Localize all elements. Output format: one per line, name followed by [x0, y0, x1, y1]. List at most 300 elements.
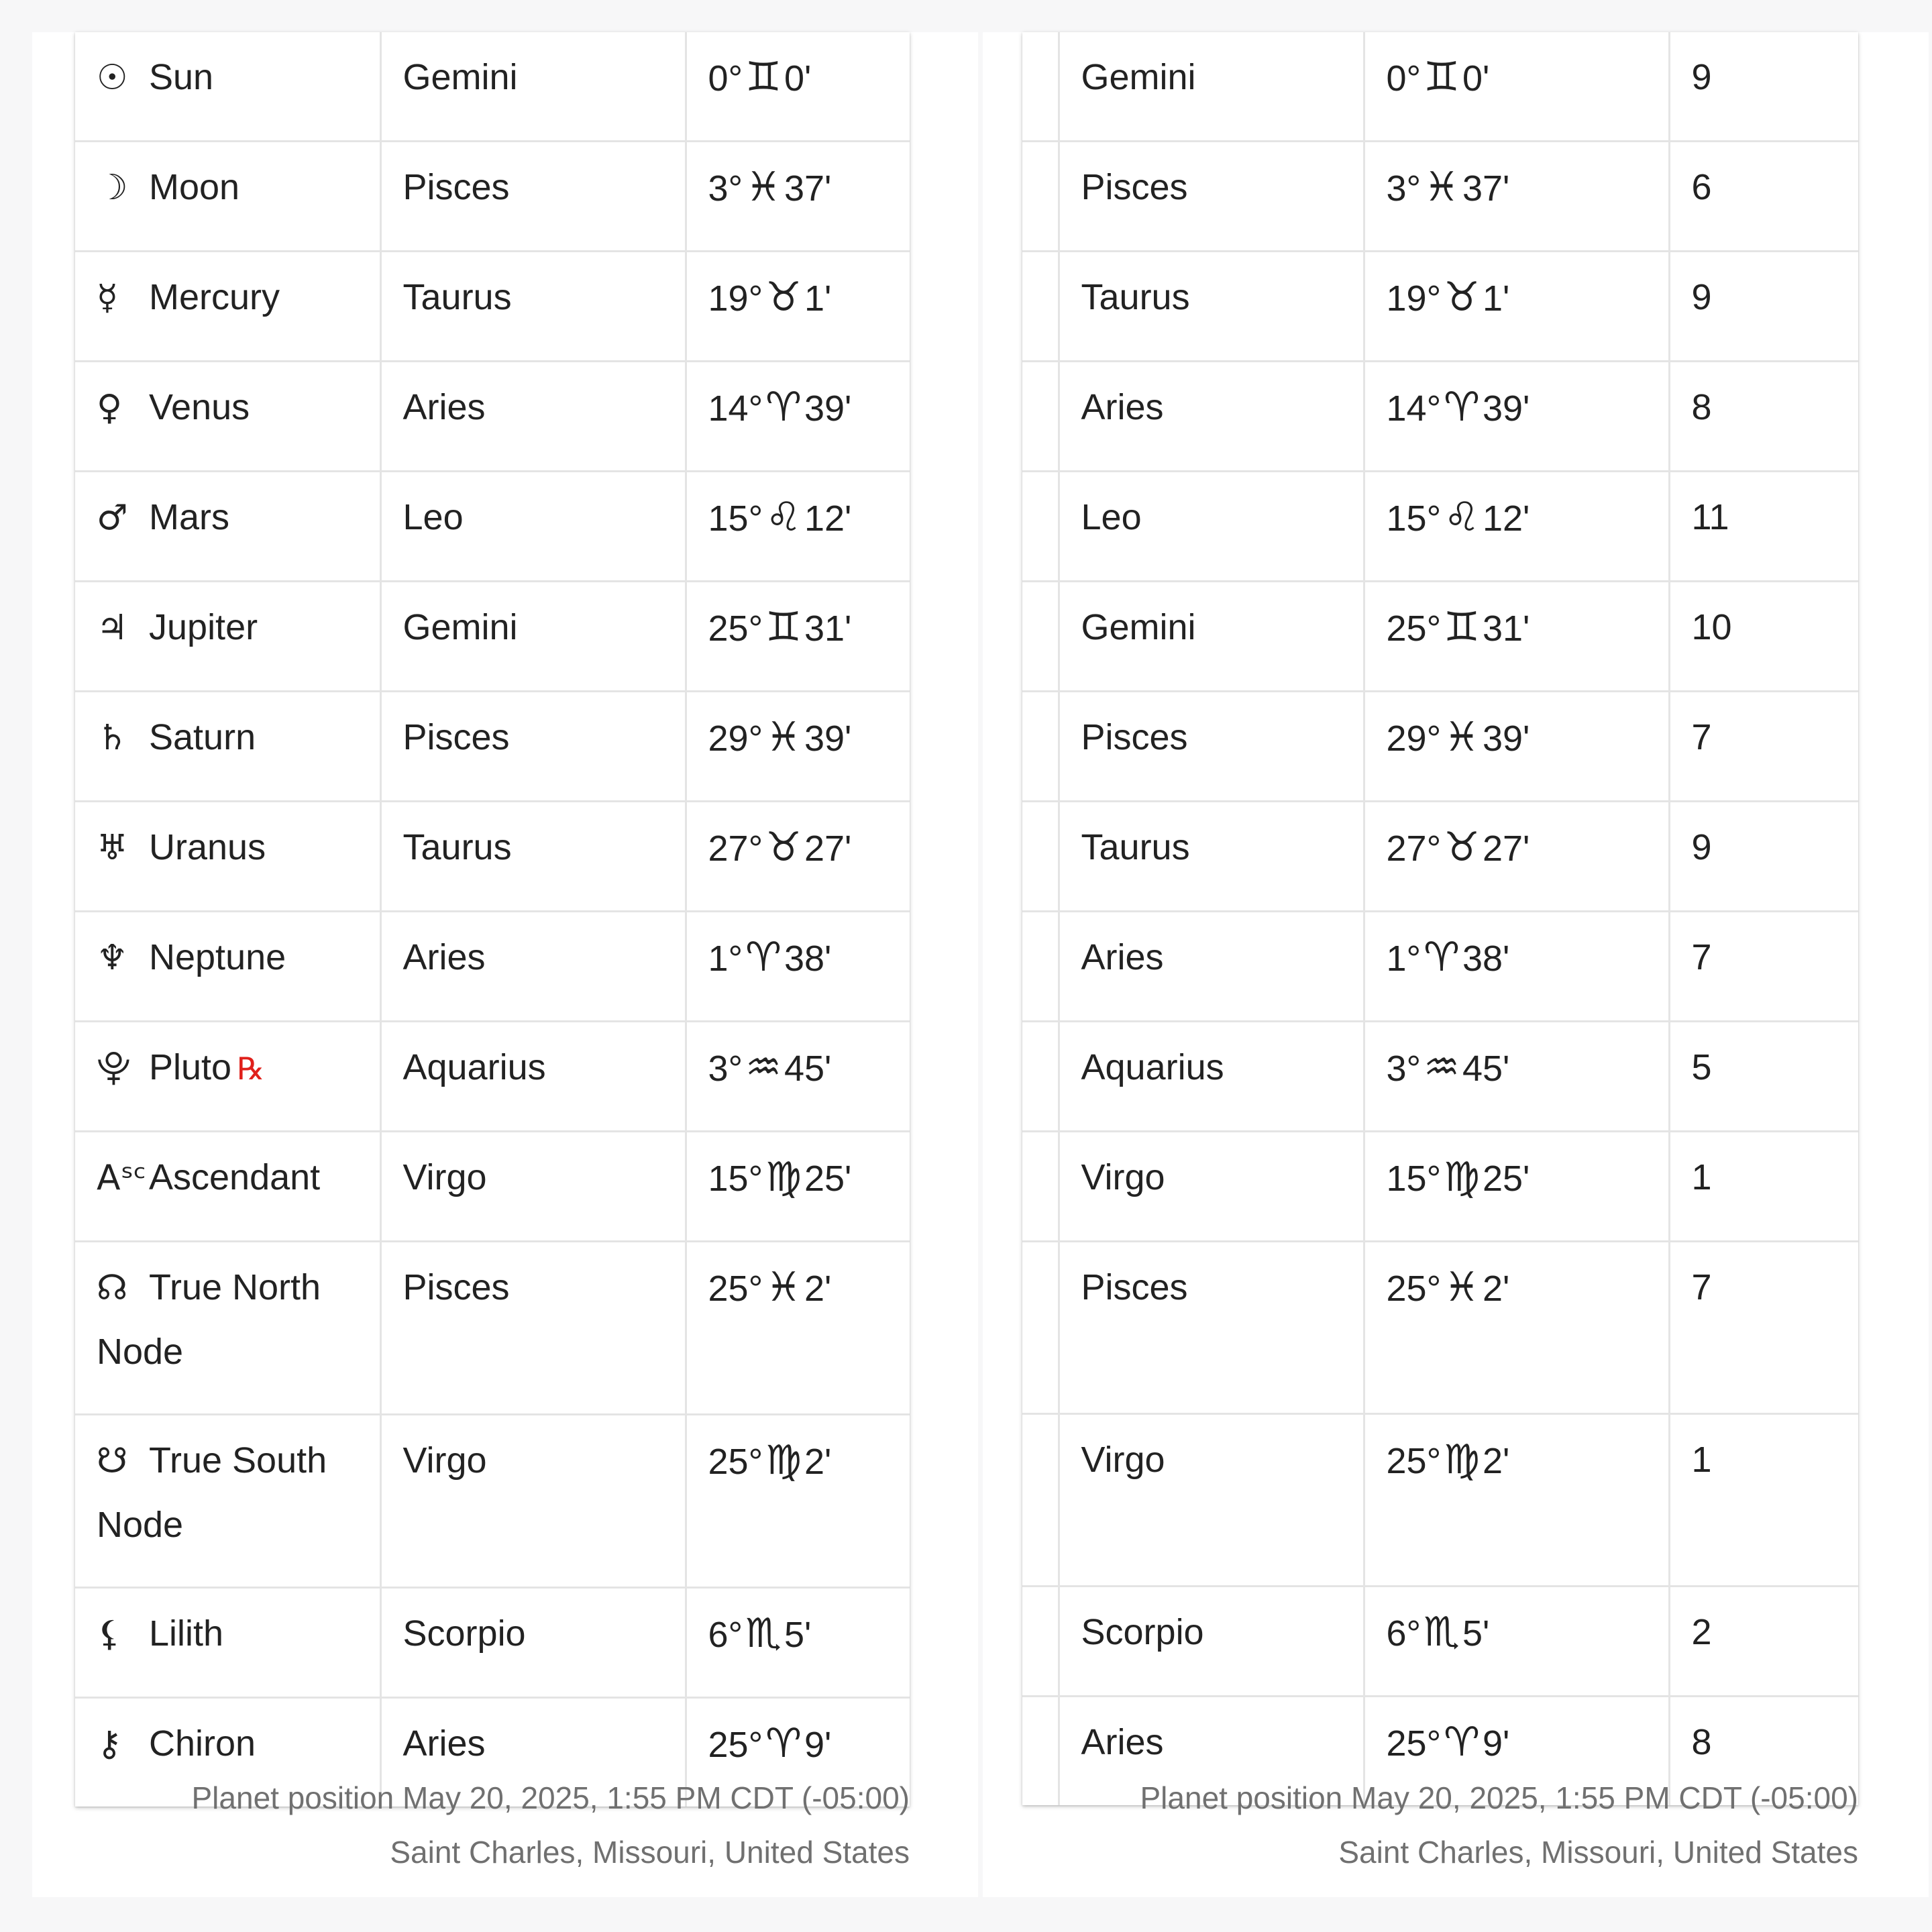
degree-value [708, 1437, 832, 1484]
degree-minutes: 45' [784, 1049, 832, 1089]
house-number: 8 [1691, 1722, 1712, 1762]
degree-number: 15° [1386, 498, 1442, 539]
row-gutter [1022, 1132, 1059, 1242]
row-gutter [1022, 1697, 1059, 1806]
degree-value [708, 54, 812, 101]
house-number: 2 [1691, 1612, 1712, 1652]
sign-name: Pisces [1081, 167, 1188, 207]
degree-number: 29° [1386, 718, 1442, 759]
planet-cell [75, 32, 380, 142]
degree-cell [1364, 142, 1669, 252]
house-cell [1669, 1242, 1858, 1414]
zodiac-sign-icon: ♓ [765, 1264, 802, 1311]
lilith-icon: ⚸ [97, 1614, 123, 1654]
row-gutter [1022, 32, 1059, 142]
table-row [75, 582, 910, 692]
venus-icon: ♀ [97, 388, 123, 428]
degree-cell [686, 252, 910, 362]
degree-minutes: 27' [1482, 828, 1530, 869]
degree-cell [1364, 1022, 1669, 1132]
sign-name: Leo [1081, 497, 1142, 537]
sign-cell [380, 142, 686, 252]
sign-cell [380, 582, 686, 692]
degree-number: 0° [708, 58, 743, 99]
sign-name: Aries [1081, 1722, 1164, 1762]
degree-number: 14° [708, 388, 763, 429]
degree-cell [686, 472, 910, 582]
row-gutter [1022, 692, 1059, 802]
degree-value [708, 1044, 832, 1091]
planet-positions-table [75, 32, 910, 1807]
sign-cell [380, 1415, 686, 1588]
degree-minutes: 31' [804, 608, 852, 649]
zodiac-sign-icon: ♈ [765, 1720, 802, 1767]
degree-number: 25° [1386, 608, 1442, 649]
table-row [75, 362, 910, 472]
degree-cell [1364, 1587, 1669, 1697]
degree-minutes: 1' [804, 278, 832, 319]
planet-cell [75, 912, 380, 1022]
degree-number: 25° [1386, 1269, 1442, 1309]
degree-minutes: 9' [804, 1725, 832, 1765]
degree-value [708, 714, 852, 761]
degree-cell [1364, 472, 1669, 582]
degree-number: 1° [708, 938, 743, 979]
house-number: 1 [1691, 1157, 1712, 1197]
table-row [75, 1415, 910, 1588]
degree-cell [686, 142, 910, 252]
sign-cell [380, 1022, 686, 1132]
house-cell [1669, 142, 1858, 252]
sign-cell [1059, 1242, 1364, 1414]
sign-cell [1059, 912, 1364, 1022]
planet-name: Uranus [149, 827, 266, 867]
degree-value [1386, 934, 1510, 981]
degree-cell [686, 1022, 910, 1132]
degree-cell [686, 582, 910, 692]
table-row [1022, 692, 1858, 802]
table-caption [192, 1771, 910, 1880]
degree-number: 19° [708, 278, 763, 319]
degree-minutes: 25' [1482, 1159, 1530, 1199]
house-number: 11 [1691, 497, 1729, 537]
house-cell [1669, 252, 1858, 362]
house-cell [1669, 1022, 1858, 1132]
sign-name: Virgo [1081, 1157, 1165, 1197]
degree-cell [1364, 912, 1669, 1022]
degree-number: 25° [1386, 1723, 1442, 1764]
house-cell [1669, 472, 1858, 582]
sign-cell [1059, 362, 1364, 472]
sign-cell [380, 1132, 686, 1242]
caption-date: Planet position May 20, 2025, 1:55 PM CDT (-05:00) [1140, 1780, 1858, 1815]
sign-name: Gemini [402, 607, 518, 647]
sign-name: Aries [402, 387, 486, 427]
degree-number: 15° [708, 498, 763, 539]
table-row [1022, 252, 1858, 362]
degree-minutes: 38' [784, 938, 832, 979]
degree-number: 6° [1386, 1613, 1421, 1654]
degree-value [708, 164, 832, 211]
zodiac-sign-icon: ♓ [745, 164, 782, 211]
planet-cell [75, 472, 380, 582]
degree-cell [686, 802, 910, 912]
sign-name: Virgo [1081, 1440, 1165, 1480]
zodiac-sign-icon: ♈ [1444, 384, 1480, 431]
planet-cell [75, 802, 380, 912]
sign-name: Aries [1081, 937, 1164, 977]
sign-cell [1059, 802, 1364, 912]
degree-minutes: 37' [1462, 168, 1510, 209]
zodiac-sign-icon: ♍ [765, 1154, 802, 1201]
sign-cell [1059, 1022, 1364, 1132]
planet-name: Neptune [149, 937, 286, 977]
zodiac-sign-icon: ♈ [765, 384, 802, 431]
degree-cell [1364, 1242, 1669, 1414]
house-number: 7 [1691, 717, 1712, 757]
degree-number: 25° [708, 608, 763, 649]
degree-cell [1364, 692, 1669, 802]
planet-name: Sun [149, 57, 214, 97]
planet-name: Mercury [149, 277, 280, 317]
sign-cell [1059, 692, 1364, 802]
degree-number: 25° [1386, 1441, 1442, 1481]
degree-minutes: 1' [1482, 278, 1510, 319]
degree-minutes: 39' [804, 388, 852, 429]
zodiac-sign-icon: ♏ [745, 1610, 782, 1657]
degree-minutes: 39' [1482, 388, 1530, 429]
row-gutter [1022, 1414, 1059, 1587]
degree-cell [686, 692, 910, 802]
neptune-icon: ♆ [97, 938, 128, 978]
sign-cell [1059, 142, 1364, 252]
degree-value [708, 824, 852, 871]
zodiac-sign-icon: ♓ [1444, 1264, 1480, 1311]
caption-date: Planet position May 20, 2025, 1:55 PM CDT (-05:00) [191, 1780, 910, 1815]
sign-name: Pisces [402, 717, 510, 757]
table-row [1022, 582, 1858, 692]
sign-name: Taurus [402, 827, 512, 867]
planet-cell [75, 252, 380, 362]
sign-name: Aries [402, 1723, 486, 1764]
degree-number: 3° [1386, 1049, 1421, 1089]
jupiter-icon: ♃ [97, 608, 128, 648]
zodiac-sign-icon: ♊ [745, 54, 782, 101]
zodiac-sign-icon: ♒ [745, 1044, 782, 1091]
planet-name: True North Node [97, 1267, 321, 1372]
degree-minutes: 39' [804, 718, 852, 759]
pluto-icon: ⯓ [97, 1048, 131, 1088]
sign-cell [380, 252, 686, 362]
degree-value [1386, 54, 1490, 101]
sign-name: Taurus [1081, 827, 1190, 867]
degree-number: 1° [1386, 938, 1421, 979]
table-row [1022, 1414, 1858, 1587]
degree-cell [686, 1415, 910, 1588]
zodiac-sign-icon: ♍ [765, 1437, 802, 1484]
planet-name: Moon [149, 167, 240, 207]
house-number: 7 [1691, 1267, 1712, 1307]
caption-location: Saint Charles, Missouri, United States [1338, 1835, 1858, 1870]
house-positions-table [1022, 32, 1858, 1805]
degree-minutes: 0' [784, 58, 812, 99]
planet-cell [75, 582, 380, 692]
degree-minutes: 5' [1462, 1613, 1490, 1654]
degree-number: 29° [708, 718, 763, 759]
table-row [75, 472, 910, 582]
sign-cell [1059, 1587, 1364, 1697]
planet-cell [75, 1588, 380, 1698]
sign-cell [380, 1242, 686, 1415]
sign-cell [1059, 252, 1364, 362]
house-number: 8 [1691, 387, 1712, 427]
table-row [1022, 472, 1858, 582]
sign-cell [1059, 32, 1364, 142]
degree-value [1386, 1719, 1510, 1766]
degree-value [1386, 274, 1510, 321]
degree-cell [686, 1242, 910, 1415]
degree-number: 19° [1386, 278, 1442, 319]
table-row [75, 252, 910, 362]
degree-minutes: 45' [1462, 1049, 1510, 1089]
planet-name: Venus [149, 387, 250, 427]
row-gutter [1022, 802, 1059, 912]
degree-number: 3° [1386, 168, 1421, 209]
degree-value [1386, 494, 1530, 541]
sign-cell [380, 802, 686, 912]
table-row [75, 802, 910, 912]
south-node-icon: ☋ [97, 1441, 128, 1481]
zodiac-sign-icon: ♊ [765, 604, 802, 651]
sign-name: Aries [1081, 387, 1164, 427]
planet-name: Pluto [149, 1047, 232, 1087]
table-row [75, 142, 910, 252]
sign-name: Gemini [1081, 607, 1196, 647]
degree-value [708, 1264, 832, 1311]
degree-minutes: 31' [1482, 608, 1530, 649]
zodiac-sign-icon: ♒ [1424, 1044, 1460, 1091]
mars-icon: ♂ [97, 498, 128, 538]
degree-value [708, 1720, 832, 1767]
degree-number: 27° [708, 828, 763, 869]
zodiac-sign-icon: ♓ [1424, 164, 1460, 211]
degree-value [708, 1610, 812, 1657]
sign-name: Taurus [402, 277, 512, 317]
row-gutter [1022, 912, 1059, 1022]
degree-cell [686, 912, 910, 1022]
table-row [1022, 362, 1858, 472]
sign-cell [380, 32, 686, 142]
table-row [1022, 802, 1858, 912]
sign-cell [380, 692, 686, 802]
sign-cell [1059, 582, 1364, 692]
zodiac-sign-icon: ♏ [1424, 1609, 1460, 1656]
degree-minutes: 37' [784, 168, 832, 209]
house-cell [1669, 32, 1858, 142]
table-row [75, 692, 910, 802]
zodiac-sign-icon: ♈ [745, 934, 782, 981]
table-row [75, 1022, 910, 1132]
house-cell [1669, 582, 1858, 692]
sign-name: Virgo [402, 1440, 487, 1481]
planet-cell [75, 142, 380, 252]
planet-name: Lilith [149, 1613, 224, 1654]
zodiac-sign-icon: ♉ [765, 824, 802, 871]
zodiac-sign-icon: ♊ [1444, 604, 1480, 651]
house-number: 9 [1691, 57, 1712, 97]
row-gutter [1022, 1022, 1059, 1132]
sign-name: Taurus [1081, 277, 1190, 317]
table-row [1022, 912, 1858, 1022]
degree-cell [1364, 802, 1669, 912]
zodiac-sign-icon: ♈ [1424, 934, 1460, 981]
sign-cell [1059, 1132, 1364, 1242]
house-number: 10 [1691, 607, 1732, 647]
degree-number: 0° [1386, 58, 1421, 99]
degree-minutes: 5' [784, 1615, 812, 1655]
zodiac-sign-icon: ♉ [1444, 824, 1480, 871]
planet-cell [75, 1022, 380, 1132]
degree-minutes: 9' [1482, 1723, 1510, 1764]
north-node-icon: ☊ [97, 1268, 128, 1308]
degree-value [1386, 1264, 1510, 1311]
planet-name: Jupiter [149, 607, 258, 647]
house-cell [1669, 802, 1858, 912]
sun-icon: ☉ [97, 58, 128, 98]
degree-minutes: 27' [804, 828, 852, 869]
degree-minutes: 0' [1462, 58, 1490, 99]
planet-table-card-left [32, 32, 978, 1897]
sign-name: Gemini [402, 57, 518, 97]
degree-cell [1364, 1132, 1669, 1242]
planet-name: Ascendant [149, 1157, 321, 1197]
house-number: 5 [1691, 1047, 1712, 1087]
uranus-icon: ♅ [97, 828, 128, 868]
ascendant-icon: Aˢᶜ [97, 1158, 147, 1198]
degree-cell [686, 1132, 910, 1242]
zodiac-sign-icon: ♉ [1444, 274, 1480, 321]
degree-cell [1364, 1414, 1669, 1587]
degree-number: 27° [1386, 828, 1442, 869]
degree-value [708, 384, 852, 431]
planet-name: Mars [149, 497, 229, 537]
planet-cell [75, 362, 380, 472]
table-row [75, 1588, 910, 1698]
degree-value [708, 604, 852, 651]
degree-value [1386, 604, 1530, 651]
degree-value [1386, 1154, 1530, 1201]
degree-cell [686, 1588, 910, 1698]
table-caption [1140, 1771, 1859, 1880]
degree-value [1386, 714, 1530, 761]
degree-minutes: 25' [804, 1159, 852, 1199]
sign-name: Virgo [402, 1157, 487, 1197]
degree-number: 25° [708, 1725, 763, 1765]
degree-minutes: 2' [804, 1269, 832, 1309]
planet-name: Chiron [149, 1723, 256, 1764]
row-gutter [1022, 362, 1059, 472]
degree-number: 3° [708, 168, 743, 209]
degree-value [1386, 164, 1510, 211]
table-row [1022, 1132, 1858, 1242]
degree-number: 25° [708, 1269, 763, 1309]
degree-value [708, 1154, 852, 1201]
zodiac-sign-icon: ♊ [1424, 54, 1460, 101]
house-cell [1669, 1587, 1858, 1697]
degree-minutes: 39' [1482, 718, 1530, 759]
sign-name: Pisces [1081, 1267, 1188, 1307]
degree-number: 14° [1386, 388, 1442, 429]
table-row [1022, 32, 1858, 142]
sign-cell [380, 472, 686, 582]
sign-name: Gemini [1081, 57, 1196, 97]
degree-minutes: 12' [804, 498, 852, 539]
sign-cell [380, 1588, 686, 1698]
degree-number: 25° [708, 1442, 763, 1482]
mercury-icon: ☿ [97, 278, 118, 318]
chiron-icon: ⚷ [97, 1724, 123, 1764]
house-cell [1669, 1414, 1858, 1587]
table-row [75, 912, 910, 1022]
degree-minutes: 38' [1462, 938, 1510, 979]
house-cell [1669, 692, 1858, 802]
planet-cell [75, 1415, 380, 1588]
degree-cell [1364, 362, 1669, 472]
sign-name: Leo [402, 497, 464, 537]
sign-name: Aries [402, 937, 486, 977]
sign-cell [380, 362, 686, 472]
sign-name: Aquarius [402, 1047, 546, 1087]
degree-cell [1364, 32, 1669, 142]
house-cell [1669, 912, 1858, 1022]
planet-cell [75, 692, 380, 802]
degree-minutes: 2' [1482, 1441, 1510, 1481]
sign-cell [1059, 1414, 1364, 1587]
house-number: 9 [1691, 277, 1712, 317]
zodiac-sign-icon: ♉ [765, 274, 802, 321]
row-gutter [1022, 252, 1059, 362]
zodiac-sign-icon: ♓ [765, 714, 802, 761]
degree-number: 3° [708, 1049, 743, 1089]
zodiac-sign-icon: ♍ [1444, 1436, 1480, 1483]
zodiac-sign-icon: ♌ [1444, 494, 1480, 541]
sign-name: Pisces [402, 167, 510, 207]
degree-number: 6° [708, 1615, 743, 1655]
degree-cell [1364, 252, 1669, 362]
planet-table-card-right [983, 32, 1929, 1897]
planet-name: Saturn [149, 717, 256, 757]
row-gutter [1022, 1242, 1059, 1414]
caption-location: Saint Charles, Missouri, United States [390, 1835, 910, 1870]
sign-name: Scorpio [402, 1613, 526, 1654]
table-row [1022, 1587, 1858, 1697]
sign-name: Aquarius [1081, 1047, 1224, 1087]
degree-minutes: 12' [1482, 498, 1530, 539]
sign-name: Pisces [1081, 717, 1188, 757]
table-row [75, 1132, 910, 1242]
house-number: 1 [1691, 1440, 1712, 1480]
degree-value [708, 274, 832, 321]
degree-value [1386, 1044, 1510, 1091]
degree-value [1386, 384, 1530, 431]
zodiac-sign-icon: ♈ [1444, 1719, 1480, 1766]
row-gutter [1022, 142, 1059, 252]
planet-cell [75, 1132, 380, 1242]
house-cell [1669, 1132, 1858, 1242]
house-number: 7 [1691, 937, 1712, 977]
table-row [75, 1242, 910, 1415]
table-row [75, 32, 910, 142]
